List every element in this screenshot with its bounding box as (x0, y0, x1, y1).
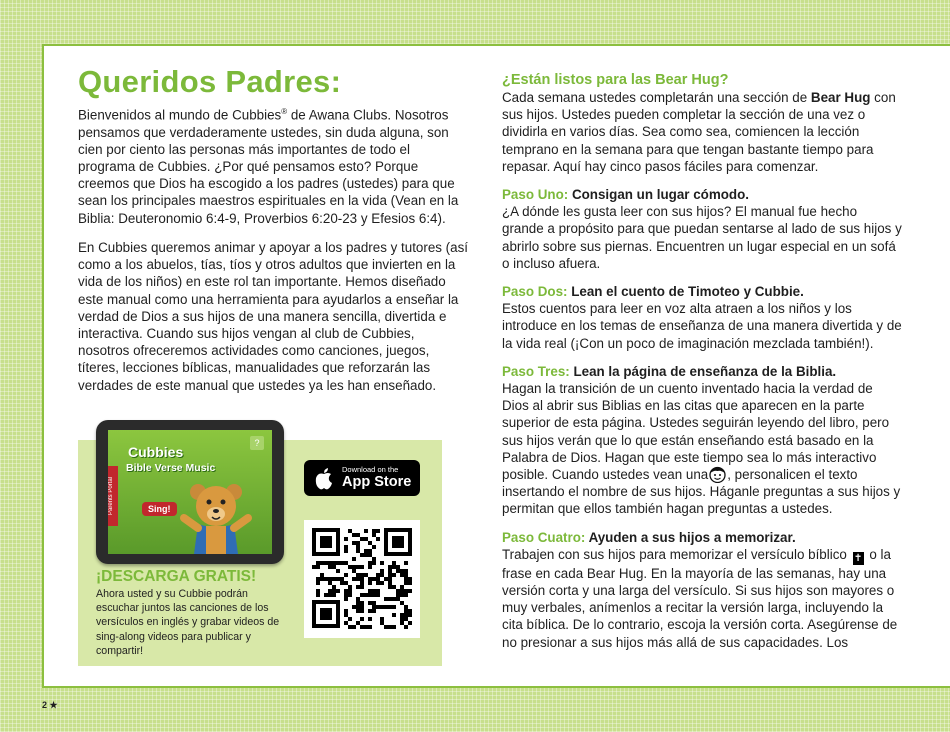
child-face-icon (709, 466, 726, 483)
page-title: Queridos Padres: (78, 64, 342, 99)
step-4 (502, 529, 902, 651)
step-3 (502, 363, 902, 518)
promo-title: ¡DESCARGA GRATIS! (96, 568, 257, 585)
registered-mark: ® (281, 107, 288, 116)
right-column (502, 72, 902, 662)
app-subtitle: Bible Verse Music (126, 462, 216, 474)
page (42, 44, 950, 688)
step-text: ¿A dónde les gusta leer con sus hijos? El manual fue hecho grande a propósito para que puedan sentarse al lado de sus hijos y abrirlo sobre sus piernas. Encuentren un lugar especial en un sofá o incluso afuera. (502, 204, 902, 271)
step-title: Consigan un lugar cómodo. (568, 187, 749, 203)
page-number: 2 ★ (42, 700, 58, 710)
intro-text-a: Bienvenidos al mundo de Cubbies (78, 107, 282, 123)
intro-text: Cada semana ustedes completarán una sección de (502, 90, 811, 105)
intro-text-rest: con sus hijos. Ustedes pueden completar la sección de una vez o dividirla en varios días. Sea como sea, comiencen la lección temprano en la semana para que tengan bastante tiempo para repasar. Aquí hay cinco pasos fáciles para comenzar. (502, 90, 896, 174)
section-intro (502, 89, 902, 175)
apple-logo-icon (314, 466, 334, 490)
step-label: Paso Cuatro: (502, 529, 586, 545)
section-heading: ¿Están listos para las Bear Hug? (502, 72, 729, 88)
step-text: Hagan la transición de un cuento inventado hacia la verdad de Dios al abrir sus Biblias en las citas que aparecen en la parte superior de esta página. Ustedes seguirán leyendo del libro, pero sus hijos verán que lo que están enseñando está basado en la Palabra de Dios. Hagan que este tiempo sea lo más interactivo posible. Cuando ustedes vean una (502, 381, 890, 483)
support-paragraph: En Cubbies queremos animar y apoyar a los padres y tutores (así como a los abuelos, tías, tíos y otros adultos que invierten en la vida de los niños) en este rol tan importante. Hemos diseñado este manual como una herramienta para ayudarlos a enseñar la verdad de Dios a sus hijos de una manera sencilla, divertida e interactiva. Cuando sus hijos vengan al club de Cubbies, nosotros ofreceremos actividades como canciones, juegos, títeres, lecciones bíblicas, manualidades que reforzarán las verdades de este manual que ustedes ya les han enseñado. (78, 239, 469, 393)
step-title: Lean el cuento de Timoteo y Cubbie. (567, 284, 804, 300)
step-label: Paso Uno: (502, 187, 569, 203)
qr-code[interactable] (304, 520, 420, 638)
promo-text: Ahora usted y su Cubbie podrán escuchar juntos las canciones de los versículos en inglés y grabar videos de sing-along videos para publicar y compartir! (96, 588, 280, 657)
qr-code-icon (304, 520, 420, 638)
step-text: Trabajen con sus hijos para memorizar el versículo bíblico (502, 546, 847, 562)
left-column (78, 64, 469, 657)
app-logo: Cubbies (128, 444, 184, 460)
intro-bold: Bear Hug (810, 90, 871, 105)
bible-cross-icon: ✝ (853, 552, 863, 564)
step-text-rest: , personalicen el texto insertando el nombre de sus hijos. Háganle preguntas a sus hijos y permitan que ellos también hagan preguntas a ustedes. (502, 467, 901, 517)
step-title: Lean la página de enseñanza de la Biblia. (569, 363, 837, 379)
tablet-app-image (96, 420, 284, 564)
step-2 (502, 283, 902, 352)
app-store-label: App Store (342, 474, 412, 490)
bear-mascot-icon (176, 478, 256, 554)
step-title: Ayuden a sus hijos a memorizar. (585, 529, 796, 545)
app-store-small-text: Download on the (342, 465, 399, 474)
step-1 (502, 186, 902, 272)
step-text-rest: o la frase en cada Bear Hug. En la mayoría de las semanas, hay una versión corta y una larga del versículo. Si sus hijos son mayores o muy verbales, anímenlos a recitar la versión larga, incluyendo la cita bíblica. De lo contrario, escoja la versión corta. Asegúrense de no presionar a sus hijos más allá de sus capacidades. Los (502, 546, 898, 650)
step-label: Paso Dos: (502, 284, 568, 300)
help-icon: ? (250, 436, 264, 450)
step-label: Paso Tres: (502, 363, 570, 379)
intro-paragraph (78, 103, 468, 227)
app-store-badge[interactable] (304, 460, 420, 496)
parents-portal-tab: Parents Portal (108, 466, 118, 526)
step-text: Estos cuentos para leer en voz alta atraen a los niños y los introduce en los temas de enseñanza de una manera divertida y de la vida real (¡Con un poco de imaginación mezclada también!). (502, 301, 902, 351)
app-screen (108, 430, 272, 554)
intro-text-b: de Awana Clubs. Nosotros pensamos que verdaderamente ustedes, sin duda alguna, son cien por ciento las personas más importantes de todo el programa de Cubbies. ¿Por qué pensamos esto? Porque creemos que Dios ha escogido a los padres (ustedes) para que sean los principales maestros espirituales en la vida (Vean en la Biblia: Deuteronomio 6:4-9, Proverbios 6:20-23 y Efesios 6:4). (78, 107, 459, 226)
download-promo-box (78, 440, 442, 666)
sing-button: Sing! (142, 502, 177, 516)
